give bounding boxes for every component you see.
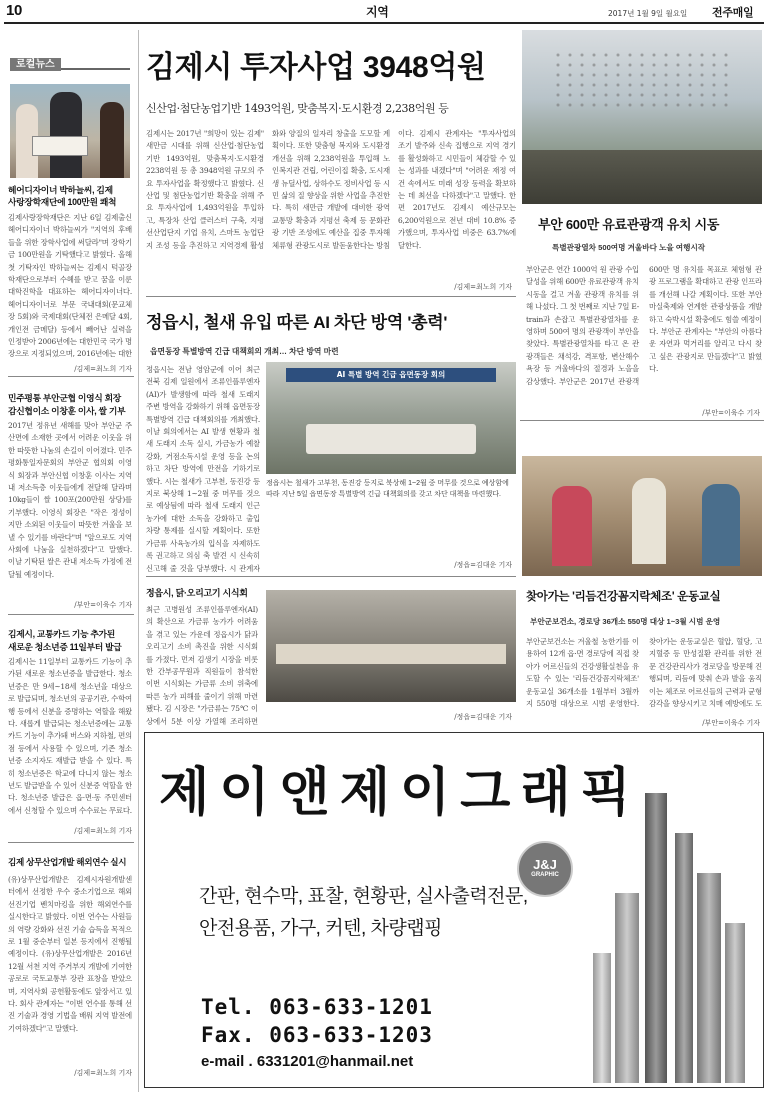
donation-photo xyxy=(10,84,130,178)
paper-name: 전주매일 xyxy=(712,7,754,19)
gochang-headline: 부안 600만 유료관광객 유치 시동 xyxy=(538,217,720,232)
ad-services-line1: 간판, 현수막, 표찰, 현황판, 실사출력전문, xyxy=(199,886,528,907)
tasting-table xyxy=(276,644,506,664)
column-divider xyxy=(138,30,139,1092)
main-subhead: 신산업·첨단농업기반 1493억원, 맞춤복지·도시환경 2,238억원 등 xyxy=(146,102,449,115)
tower-building xyxy=(675,833,693,1083)
tower-building xyxy=(697,873,721,1083)
ai-byline: /정읍=김대운 기자 xyxy=(454,561,512,569)
balloon-cluster xyxy=(552,50,732,110)
story3-headline xyxy=(8,628,138,653)
local-news-label: 로컬뉴스 xyxy=(10,58,61,71)
section-divider xyxy=(146,296,516,297)
buan-health-subhead: 부안군보건소, 경로당 36개소 550명 대상 1~3월 시범 운영 xyxy=(530,617,721,626)
gochang-byline: /부안=이육수 기자 xyxy=(702,409,760,417)
story-divider xyxy=(8,376,134,377)
story4-byline: /김제=최노희 기자 xyxy=(74,1069,132,1077)
story1-headline xyxy=(8,184,134,208)
tower-building xyxy=(645,793,667,1083)
ad-logo-sub: GRAPHIC xyxy=(531,872,559,878)
donation-board xyxy=(32,136,88,156)
story2-byline: /부안=이육수 기자 xyxy=(74,601,132,609)
tasting-photo xyxy=(266,590,516,702)
story1-headline-line1: 헤어디자이너 박하늘씨, 김제 xyxy=(8,185,113,195)
story3-headline-line1: 김제시, 교통카드 기능 추가된 xyxy=(8,629,115,639)
story2-headline xyxy=(8,392,138,417)
story2-body: 2017년 정유년 새해를 맞아 부안군 주산면에 소재한 곳에서 어려운 이웃을 위한 따뜻한 나눔의 손길이 이어졌다. 민주평화통일자문회의 부안군 협의회 이영식 회장과 부안신협 이창훈 이사는 지역 내 저소득층 이웃들에게 전달해 달라며 10kg들이 쌀 100포(200만원 상당)를 기부했다. 이영식 회장은 "작은 정성이지만 소외된 이웃들이 따뜻한 겨울을 보낼 수 있기를 바란다"며 "앞으로도 지역사회에 나눔을 실천하겠다"고 말했다. 이날 기탁된 쌀은 관내 저소득 가정에 전달될 예정이다. xyxy=(8,421,132,579)
festival-photo xyxy=(522,30,762,204)
buan-health-body: 부안군보건소는 겨울철 농한기를 이용하여 12개 읍·면 경로당에 직접 찾아가 어르신들의 건강생활실천을 유도할 수 있는 '리듬건강꼼지락체조' 운동교실 36개소를 1월부터 3월까지 550명 대상으로 시범 운영한다. 찾아가는 운동교실은 혈압, 혈당, 고지혈증 등 만성질환 관리를 위한 전문 건강관리사가 경로당을 방문해 진행되며, 리듬에 맞춰 손과 발을 움직이는 체조로 어르신들의 근력과 균형감각을 향상시키고 치매 예방에도 도 xyxy=(526,637,762,709)
page-number: 10 xyxy=(6,2,23,19)
main-byline: /김제=최노희 기자 xyxy=(454,283,512,291)
participant-figure xyxy=(702,484,740,566)
buan-health-byline: /부안=이육수 기자 xyxy=(702,719,760,727)
participant-figure xyxy=(632,478,666,564)
story3-byline: /김제=최노희 기자 xyxy=(74,827,132,835)
gochang-subhead: 특별관광열차 500여명 겨울바다 노을 여행시작 xyxy=(552,243,706,252)
page-header xyxy=(0,0,770,22)
ad-fax: Fax. 063-633-1203 xyxy=(201,1023,433,1047)
tower-building xyxy=(593,953,611,1083)
story4-headline: 김제 상무산업개발 해외연수 실시 xyxy=(8,857,127,867)
main-body: 김제시는 2017년 "희망이 있는 김제" 새만금 시대를 위해 신산업·첨단농업기반 1493억원, 맞춤복지·도시환경 2238억원 등 총 3948억원 규모의 주요 투자사업을 확정했다고 밝혔다. 신산업 및 첨단농업기반 확충을 위해 주요 투자사업에 1,493억원을 투입하고, 특장차 산업 클러스터 구축, 지평선산업단지 기업 유치, 스마트 농업단지 조성 등을 추진하고 지역경제 활성화와 양질의 일자리 창출을 도모할 계획이다. 또한 맞춤형 복지와 도시환경 개선을 위해 2,238억원을 투입해 노인복지관 건립, 어린이집 확충, 도시재생 뉴딜사업, 상하수도 정비사업 등 시민 삶의 질 향상을 위한 사업을 추진한다. 특히 새만금 개발에 대비한 광역 교통망 확충과 지평선 축제 등 문화관광 기반 조성에도 예산을 집중 투자해 체류형 관광도시로 발돋움한다는 방침이다. 김제시 관계자는 "투자사업의 조기 발주와 신속 집행으로 지역 경기를 활성화하고 시민들이 체감할 수 있는 성과를 내겠다"며 "어려운 재정 여건 속에서도 미래 성장 동력을 확보하는 데 최선을 다하겠다"고 말했다. 한편 2017년도 김제시 예산규모는 6,200억원으로 전년 대비 10.8% 증가했으며, 투자사업 비중은 63.7%에 달한다. xyxy=(146,129,516,250)
section-label xyxy=(10,52,130,70)
box-border xyxy=(520,420,764,421)
section-divider xyxy=(146,576,516,577)
issue-date: 2017년 1월 9일 월요일 xyxy=(608,9,688,18)
ad-logo-text: J&J xyxy=(533,857,557,872)
meeting-banner: AI 특별 방역 긴급 읍면동장 회의 xyxy=(286,368,496,382)
ai-subhead: 읍면동장 특별방역 긴급 대책회의 개최… 차단 방역 마련 xyxy=(150,347,339,356)
person-figure xyxy=(50,92,82,178)
story-divider xyxy=(8,614,134,615)
ad-tel: Tel. 063-633-1201 xyxy=(201,995,433,1019)
story1-headline-line2: 사랑장학재단에 100만원 쾌척 xyxy=(8,197,117,207)
section-title: 지역 xyxy=(366,5,389,19)
ad-services-line2: 안전용품, 가구, 커텐, 차량랩핑 xyxy=(199,918,442,939)
story3-headline-line2: 새로운 청소년증 11일부터 발급 xyxy=(8,641,122,652)
story-divider xyxy=(8,842,134,843)
ai-meeting-photo xyxy=(266,362,516,474)
ai-photo-caption: 정읍시는 철새가 고부천, 동진강 등지로 북상해 1~2월 중 머무를 것으로 예상함에 따라 지난 5일 읍면동장 특별방역 긴급 대책회의를 갖고 차단 대책을 마련했다. xyxy=(266,480,509,498)
ad-email: e-mail . 6331201@hanmail.net xyxy=(201,1053,414,1070)
jeongeup-headline: 정읍시, 닭·오리고기 시식회 xyxy=(146,588,248,598)
crowd-area xyxy=(522,150,762,204)
jeongeup-byline: /정읍=김대운 기자 xyxy=(454,713,512,721)
tower-building xyxy=(615,893,639,1083)
story3-body: 김제시는 11일부터 교통카드 기능이 추가된 새로운 청소년증을 발급한다. 청소년증은 만 9세~18세 청소년을 대상으로 발급되며, 청소년의 공공기관, 수학여행 등에서 신분을 증명하는 역할을 해왔다. 새롭게 발급되는 청소년증에는 교통카드 기능이 추가돼 버스와 지하철, 편의점 등에서 사용할 수 있으며, 기존 청소년증 소지자도 재발급 받을 수 있다. 특히 청소년증은 학교에 다니지 않는 청소년도 발급받을 수 있어 신분증 역할을 한다. 청소년증 발급은 읍·면·동 주민센터에서 신청할 수 있으며 수수료는 무료다. xyxy=(8,657,132,815)
gochang-body: 부안군은 연간 1000억 원 관광 수입 달성을 위해 600만 유료관광객 유치 시동을 걸고 겨울 관광객 유치를 위해 나섰다. 그 첫 번째로 지난 7일 E-train과 손잡고 특별관광열차를 운영하며 500여 명의 관광객이 부안을 찾았다. 특별관광열차를 타고 온 관광객들은 채석강, 격포항, 변산해수욕장 등 겨울바다의 절경과 노을을 감상했다. 부안군은 2017년 관광객 600만 명 유치를 목표로 체험형 관광 프로그램을 확대하고 관광 인프라를 개선해 나갈 계획이다. 또한 부안 마실축제와 연계한 관광상품을 개발하고 숙박시설 확충에도 힘쓸 예정이다. 부안군 관계자는 "부안의 아름다운 자연과 먹거리를 알리고 다시 찾고 싶은 관광지로 만들겠다"고 밝혔다. xyxy=(526,265,762,386)
story1-body: 김제사랑장학재단은 지난 6일 김제출신 헤어디자이너 박하늘씨가 "지역의 후배들을 위한 장학사업에 써달라"며 장학기금 100만원을 기탁했다고 밝혔다. 올해 첫 기탁자인 박하늘씨는 김제시 턱골장학재단으로부터 수혜를 받고 꿈을 이룬 대학진학을 대표하는 헤어디자이너다. 헤어디자이너로 부문 국내대회(문교체장 5회)와 국제대회(단체전 은메달 4회, 개인전 금메달) 등에서 빼어난 실력을 인정받아 2006년에는 대한민국 국가 명장으로 지정되었으며, 2016년에는 대한 xyxy=(8,213,132,359)
exercise-photo xyxy=(522,456,762,576)
story1-byline: /김제=최노희 기자 xyxy=(74,365,132,373)
story4-body: (유)상무산업개발은 김제시자원개발센터에서 선정한 우수 중소기업으로 해외 선진기업 벤치마킹을 위한 해외연수를 실시한다고 밝혔다. 이번 연수는 사원들의 역량 강화와 선진 기술 습득을 목적으로 1월 중순부터 일본 등지에서 진행될 예정이다. (유)상무산업개발은 2016년 12월 서천 지역 주거부지 개발에 기여한 공로로 국토교통부 장관 표창을 받았으며, 지역사회 공헌활동에도 앞장서고 있다. 회사 관계자는 "이번 연수를 통해 선진 기술과 경영 기법을 배워 지역 발전에 기여하겠다"고 말했다. xyxy=(8,875,132,1033)
advertisement xyxy=(144,732,764,1088)
tower-building xyxy=(725,923,745,1083)
jeongeup-body: 최근 고병원성 조류인플루엔자(AI)의 확산으로 가금류 농가가 어려움을 겪고 있는 가운데 정읍시가 닭과 오리고기 소비 촉진을 위한 시식회를 가졌다. 먼저 김생기 시장을 비롯한 간부공무원과 직원들이 참석한 이번 시식회는 가금류 소비 위축에 따른 농가 피해를 줄이기 위해 마련됐다. 김 시장은 "가금류는 75℃ 이상에서 5분 이상 가열해 조리하면 xyxy=(146,605,258,726)
story2-headline-line1: 민주평통 부안군협 이영식 회장 xyxy=(8,393,122,403)
buan-health-headline: 찾아가는 '리듬건강꼼지락체조' 운동교실 xyxy=(526,591,721,603)
story2-headline-line2: 감신협이소 이창훈 이사, 쌀 기부 xyxy=(8,405,126,416)
ad-company-name: 제이앤제이그래픽 xyxy=(159,764,641,822)
meeting-table xyxy=(306,424,476,454)
ai-headline: 정읍시, 철새 유입 따른 AI 차단 방역 '총력' xyxy=(146,313,448,332)
person-figure xyxy=(100,102,124,178)
main-headline: 김제시 투자사업 3948억원 xyxy=(146,51,486,84)
participant-figure xyxy=(552,486,592,566)
skyline-illustration xyxy=(585,773,761,1087)
ai-body-left: 정읍시는 전남 영암군에 이어 최근 전북 김제 일원에서 조류인플루엔자(AI)가 발생함에 따라 철새 도래지 주변 방역을 강화하기 위해 읍면동장 특별방역 긴급 대책회의를 개최했다. 이날 회의에서는 AI 발생 현황과 철새 도래지 소독 실시, 가금농가 예찰 강화, 거점소독시설 운영 등을 논의하고 차단 방역에 만전을 기하기로 했다. 시는 철새가 고부천, 동진강 등지로 북상해 1~2월 중 머무를 것으로 예상됨에 따라 철새 도래지 인근 농가에 대한 소독을 강화하고 출입 차량 통제를 실시할 계획이다. 또한 가금류 사육농가의 입식을 자제하도록 권고하고 의심 축 발견 시 신속히 신고해 줄 것을 당부했다. 시 관계자 xyxy=(146,365,260,573)
header-rule xyxy=(4,22,764,24)
